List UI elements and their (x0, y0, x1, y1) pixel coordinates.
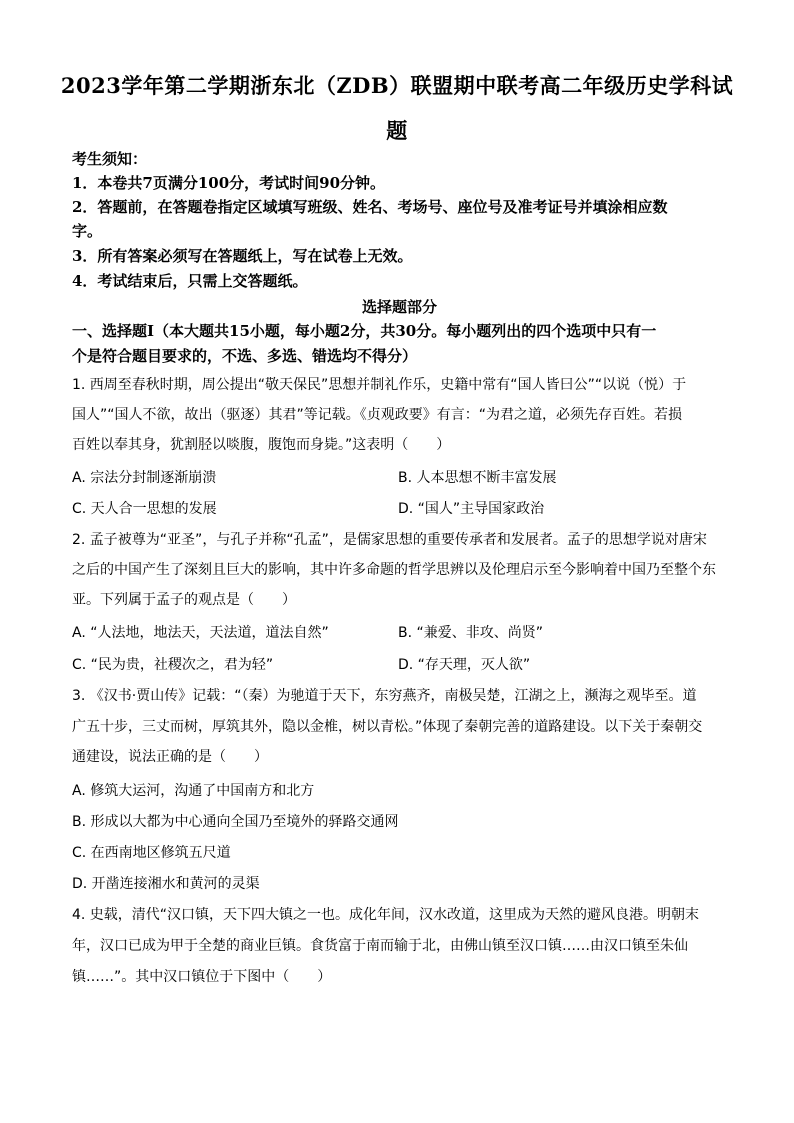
question-3-option-d: D. 开凿连接湘水和黄河的灵渠 (72, 876, 260, 892)
question-1-option-b: B. 人本思想不断丰富发展 (398, 470, 557, 486)
notice-item: 3．所有答案必须写在答题纸上，写在试卷上无效。 (72, 247, 413, 265)
question-3-option-a: A. 修筑大运河，沟通了中国南方和北方 (72, 783, 315, 799)
exam-title: 2023学年第二学期浙东北（ZDB）联盟期中联考高二年级历史学科试 (60, 73, 734, 98)
question-2-text: 之后的中国产生了深刻且巨大的影响，其中许多命题的哲学思辨以及伦理启示至今影响着中国乃至整个东 (72, 562, 716, 578)
question-4-text: 镇……”。其中汉口镇位于下图中（ ） (72, 969, 332, 985)
notice-item: 2．答题前，在答题卷指定区域填写班级、姓名、考场号、座位号及准考证号并填涂相应数 (72, 198, 668, 216)
notice-item: 字。 (72, 222, 103, 240)
section-intro: 一、选择题Ⅰ（本大题共15小题，每小题2分，共30分。每小题列出的四个选项中只有一 (72, 322, 657, 340)
section-intro: 个是符合题目要求的，不选、多选、错选均不得分） (72, 347, 418, 365)
question-2-option-c: C. “民为贵，社稷次之，君为轻” (72, 657, 274, 673)
notice-item: 4．考试结束后，只需上交答题纸。 (72, 272, 308, 290)
question-2-text: 亚。下列属于孟子的观点是（ ） (72, 592, 296, 608)
question-3-text: 通建设，说法正确的是（ ） (72, 749, 268, 765)
question-1-text: 1. 西周至春秋时期，周公提出“敬天保民”思想并制礼作乐，史籍中常有“国人皆曰公”“以说（悦）于 (72, 377, 687, 393)
question-4-text: 年，汉口已成为甲于全楚的商业巨镇。食货富于南而输于北，由佛山镇至汉口镇……由汉口镇至朱仙 (72, 938, 688, 954)
question-2-option-b: B. “兼爱、非攻、尚贤” (398, 625, 544, 641)
question-1-text: 国人”“国人不欲，故出（驱逐）其君”等记载。《贞观政要》有言：“为君之道，必须先存百姓。若损 (72, 407, 683, 423)
question-2-text: 2. 孟子被尊为“亚圣”，与孔子并称“孔孟”，是儒家思想的重要传承者和发展者。孟子的思想学说对唐宋 (72, 532, 707, 548)
question-1-option-d: D. “国人”主导国家政治 (398, 501, 545, 517)
question-1-option-a: A. 宗法分封制逐渐崩溃 (72, 470, 217, 486)
section-title: 选择题部分 (361, 298, 437, 316)
question-3-option-b: B. 形成以大都为中心通向全国乃至境外的驿路交通网 (72, 814, 399, 830)
notice-item: 1．本卷共7页满分100分，考试时间90分钟。 (72, 174, 386, 192)
question-1-option-c: C. 天人合一思想的发展 (72, 501, 217, 517)
question-1-text: 百姓以奉其身，犹割胫以啖腹，腹饱而身毙。”这表明（ ） (72, 437, 451, 453)
exam-title-continuation: 题 (386, 118, 408, 143)
question-3-text: 广五十步，三丈而树，厚筑其外，隐以金椎，树以青松。”体现了秦朝完善的道路建设。以下关于秦朝交 (72, 719, 703, 735)
question-3-option-c: C. 在西南地区修筑五尺道 (72, 845, 231, 861)
question-2-option-a: A. “人法地，地法天，天法道，道法自然” (72, 625, 329, 641)
question-2-option-d: D. “存天理，灭人欲” (398, 657, 531, 673)
question-4-text: 4. 史载，清代“汉口镇，天下四大镇之一也。成化年间，汉水改道，这里成为天然的避风良港。明朝末 (72, 907, 700, 923)
question-3-text: 3. 《汉书·贾山传》记载：“（秦）为驰道于天下，东穷燕齐，南极吴楚，江湖之上，濒海之观毕至。道 (72, 688, 697, 704)
notice-heading: 考生须知： (72, 150, 148, 168)
